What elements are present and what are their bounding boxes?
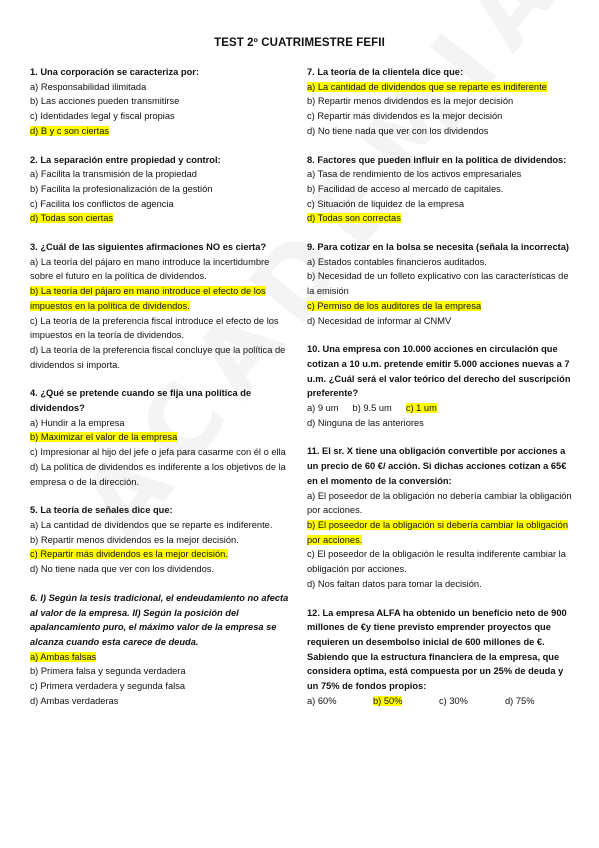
- answer-option: [30, 416, 290, 431]
- question: [307, 65, 573, 139]
- answer-text: a) La cantidad de dividendos que se reparte es indiferente.: [30, 519, 273, 530]
- question-stem: 10. Una empresa con 10.000 acciones en circulación que cotizan a 10 u.m. pretende emitir 5.000 acciones nuevas a 7 u.m. ¿Cuál será el valor teórico del derecho del suscripción preferente?: [307, 344, 571, 399]
- answer-option: [30, 343, 290, 372]
- answer-text: a) Responsabilidad ilimitada: [30, 81, 147, 92]
- answer-option: [307, 197, 573, 212]
- answer-text: d) B y c son ciertas: [30, 125, 110, 136]
- answer-options: [307, 255, 573, 329]
- question: [307, 240, 573, 328]
- answer-text: c) El poseedor de la obligación le resulta indiferente cambiar la obligación por acciones.: [307, 549, 566, 575]
- answer-option: [307, 489, 573, 518]
- answer-text: a) 9 um: [307, 403, 339, 414]
- answer-option: [30, 94, 290, 109]
- answer-option: [30, 518, 290, 533]
- question: [307, 606, 573, 709]
- answer-text: c) Impresionar al hijo del jefe o jefa para casarme con él o ella: [30, 447, 286, 458]
- question: [30, 153, 290, 227]
- answer-text: c) Identidades legal y fiscal propias: [30, 111, 175, 122]
- question: [30, 240, 290, 372]
- answer-option: [30, 562, 290, 577]
- answer-options: [30, 255, 290, 373]
- answer-option: [307, 547, 573, 576]
- answer-option: [30, 197, 290, 212]
- answer-text: c) La teoría de la preferencia fiscal introduce el efecto de los impuestos en la teoría de dividendos.: [30, 315, 279, 341]
- question: [30, 591, 290, 709]
- answer-text: c) Permiso de los auditores de la empresa: [307, 300, 482, 311]
- answer-option-correct: [373, 694, 439, 709]
- question: [30, 65, 290, 139]
- question-stem: 9. Para cotizar en la bolsa se necesita (señala la incorrecta): [307, 242, 569, 253]
- answer-option: [307, 94, 573, 109]
- question: [307, 342, 573, 430]
- answer-option: [307, 314, 573, 329]
- answer-text: b) El poseedor de la obligación si debería cambiar la obligación por acciones.: [307, 519, 568, 545]
- answer-text: b) Primera falsa y segunda verdadera: [30, 666, 186, 677]
- answer-text: d) Todas son correctas: [307, 213, 401, 224]
- answer-text: d) Todas son ciertas: [30, 213, 114, 224]
- question-stem: 4. ¿Qué se pretende cuando se fija una política de dividendos?: [30, 388, 252, 414]
- question-stem: 11. El sr. X tiene una obligación convertible por acciones a un precio de 60 €/ acción. Si dichas acciones cotizan a 65€ en el momento de la conversión:: [307, 446, 567, 486]
- answer-option-correct: [307, 299, 573, 314]
- answer-option: [307, 182, 573, 197]
- answer-option-correct: [30, 650, 290, 665]
- question: [30, 386, 290, 489]
- answer-option-correct: [406, 401, 437, 416]
- answer-option: [30, 664, 290, 679]
- question-stem: 7. La teoría de la clientela dice que:: [307, 67, 464, 77]
- answer-options: [30, 167, 290, 226]
- answer-option-correct: [30, 284, 290, 313]
- question-stem: 1. Una corporación se caracteriza por:: [30, 67, 199, 77]
- answer-text: a) Hundir a la empresa: [30, 417, 125, 428]
- answer-option: [505, 694, 571, 709]
- answer-option-correct: [307, 80, 573, 95]
- answer-text: b) Maximizar el valor de la empresa: [30, 432, 178, 443]
- answer-text: a) Ambas falsas: [30, 651, 97, 662]
- answer-text: d) Ambas verdaderas: [30, 695, 119, 706]
- answer-text: b) Facilidad de acceso al mercado de capitales.: [307, 183, 504, 194]
- answer-option: [307, 109, 573, 124]
- answer-text: a) Facilita la transmisión de la propiedad: [30, 169, 197, 180]
- page-title: TEST 2º CUATRIMESTRE FEFII: [214, 37, 385, 49]
- answer-text: b) Repartir menos dividendos es la mejor decisión: [307, 96, 514, 107]
- answer-option: [30, 109, 290, 124]
- answer-option: [307, 124, 573, 139]
- question: [307, 153, 573, 227]
- answer-options: [30, 518, 290, 577]
- question: [30, 503, 290, 577]
- answer-text: b) Repartir menos dividendos es la mejor decisión.: [30, 534, 239, 545]
- answer-text: d) 75%: [505, 695, 535, 706]
- answer-option-correct: [30, 211, 290, 226]
- answer-option: [30, 694, 290, 709]
- answer-text: a) El poseedor de la obligación no debería cambiar la obligación por acciones.: [307, 490, 572, 516]
- answer-options: [307, 489, 573, 592]
- answer-text: b) 9.5 um: [352, 403, 392, 414]
- question: [307, 444, 573, 591]
- answer-option: [30, 255, 290, 284]
- answer-option: [353, 401, 392, 416]
- answer-option: [30, 182, 290, 197]
- answer-text: d) No tiene nada que ver con los dividendos.: [30, 564, 214, 575]
- answer-text: a) La teoría del pájaro en mano introduce la incertidumbre sobre el futuro en la política de dividendos.: [30, 256, 270, 282]
- answer-text: d) Ninguna de las anteriores: [307, 417, 424, 428]
- answer-option: [30, 679, 290, 694]
- right-column: [307, 65, 573, 722]
- answer-text: c) Primera verdadera y segunda falsa: [30, 681, 186, 692]
- answer-option-correct: [307, 518, 573, 547]
- question-stem: 2. La separación entre propiedad y control:: [30, 154, 221, 165]
- left-column: [30, 65, 290, 722]
- answer-option: [307, 167, 573, 182]
- answer-options: [30, 80, 290, 139]
- answer-option: [30, 533, 290, 548]
- answer-option: [307, 255, 573, 270]
- answer-option: [30, 445, 290, 460]
- answer-option-correct: [30, 124, 290, 139]
- answer-text: c) 1 um: [405, 403, 437, 414]
- answer-text: c) Situación de liquidez de la empresa: [307, 198, 465, 209]
- question-stem: 12. La empresa ALFA ha obtenido un beneficio neto de 900 millones de €y tiene previsto emprender proyectos que requieren un desembolso inicial de 600 millones de €. Sabiendo que la estructura financiera de la empresa, que considera optima, está compuesta por un 25% de deuda y un 75% de fondos propios:: [307, 607, 567, 692]
- answer-option: [30, 314, 290, 343]
- answer-text: c) Repartir más dividendos es la mejor decisión: [307, 111, 503, 122]
- answer-option: [307, 577, 573, 592]
- answer-text: c) 30%: [439, 695, 468, 706]
- answer-text: b) Las acciones pueden transmitirse: [30, 96, 180, 107]
- question-stem: 5. La teoría de señales dice que:: [30, 505, 173, 516]
- answer-text: d) La teoría de la preferencia fiscal concluye que la política de dividendos si importa.: [30, 344, 286, 370]
- answer-options: [307, 167, 573, 226]
- answer-option-correct: [307, 211, 573, 226]
- answer-text: c) Repartir más dividendos es la mejor decisión.: [30, 549, 228, 560]
- answer-option: [30, 80, 290, 95]
- answer-text: d) La política de dividendos es indiferente a los objetivos de la empresa o de la dirección.: [30, 461, 286, 487]
- answer-text: b) Necesidad de un folleto explicativo con las características de la emisión: [307, 271, 569, 297]
- answer-text: a) La cantidad de dividendos que se reparte es indiferente: [307, 81, 547, 92]
- answer-option: [439, 694, 505, 709]
- answer-options: [307, 401, 573, 430]
- answer-text: b) 50%: [373, 695, 403, 706]
- answer-text: c) Facilita los conflictos de agencia: [30, 198, 174, 209]
- answer-option: [307, 416, 424, 431]
- answer-options: [30, 416, 290, 490]
- answer-option: [30, 460, 290, 489]
- answer-text: d) Nos faltan datos para tomar la decisión.: [307, 578, 482, 589]
- answer-options: [307, 694, 573, 709]
- question-stem: 3. ¿Cuál de las siguientes afirmaciones NO es cierta?: [30, 242, 267, 253]
- answer-option-correct: [30, 430, 290, 445]
- answer-option-correct: [30, 547, 290, 562]
- answer-text: a) Estados contables financieros auditados.: [307, 256, 487, 267]
- answer-option: [307, 269, 573, 298]
- question-stem: 8. Factores que pueden influir en la política de dividendos:: [307, 154, 567, 165]
- answer-option: [307, 401, 339, 416]
- answer-text: b) La teoría del pájaro en mano introduce el efecto de los impuestos en la política de dividendos.: [30, 286, 266, 311]
- answer-option: [30, 167, 290, 182]
- answer-options: [307, 80, 573, 139]
- answer-text: d) No tiene nada que ver con los dividendos: [307, 125, 489, 136]
- answer-text: d) Necesidad de informar al CNMV: [307, 315, 452, 326]
- answer-text: b) Facilita la profesionalización de la gestión: [30, 183, 213, 194]
- answer-text: a) 60%: [307, 695, 337, 706]
- answer-options: [30, 650, 290, 709]
- answer-option: [307, 694, 373, 709]
- answer-text: a) Tasa de rendimiento de los activos empresariales: [307, 169, 522, 180]
- question-stem: 6. I) Según la tesis tradicional, el endeudamiento no afecta al valor de la empresa. II) Según la posición del apalancamiento puro, el máximo valor de la empresa se alcanza cuando esta carece de deuda.: [30, 592, 289, 647]
